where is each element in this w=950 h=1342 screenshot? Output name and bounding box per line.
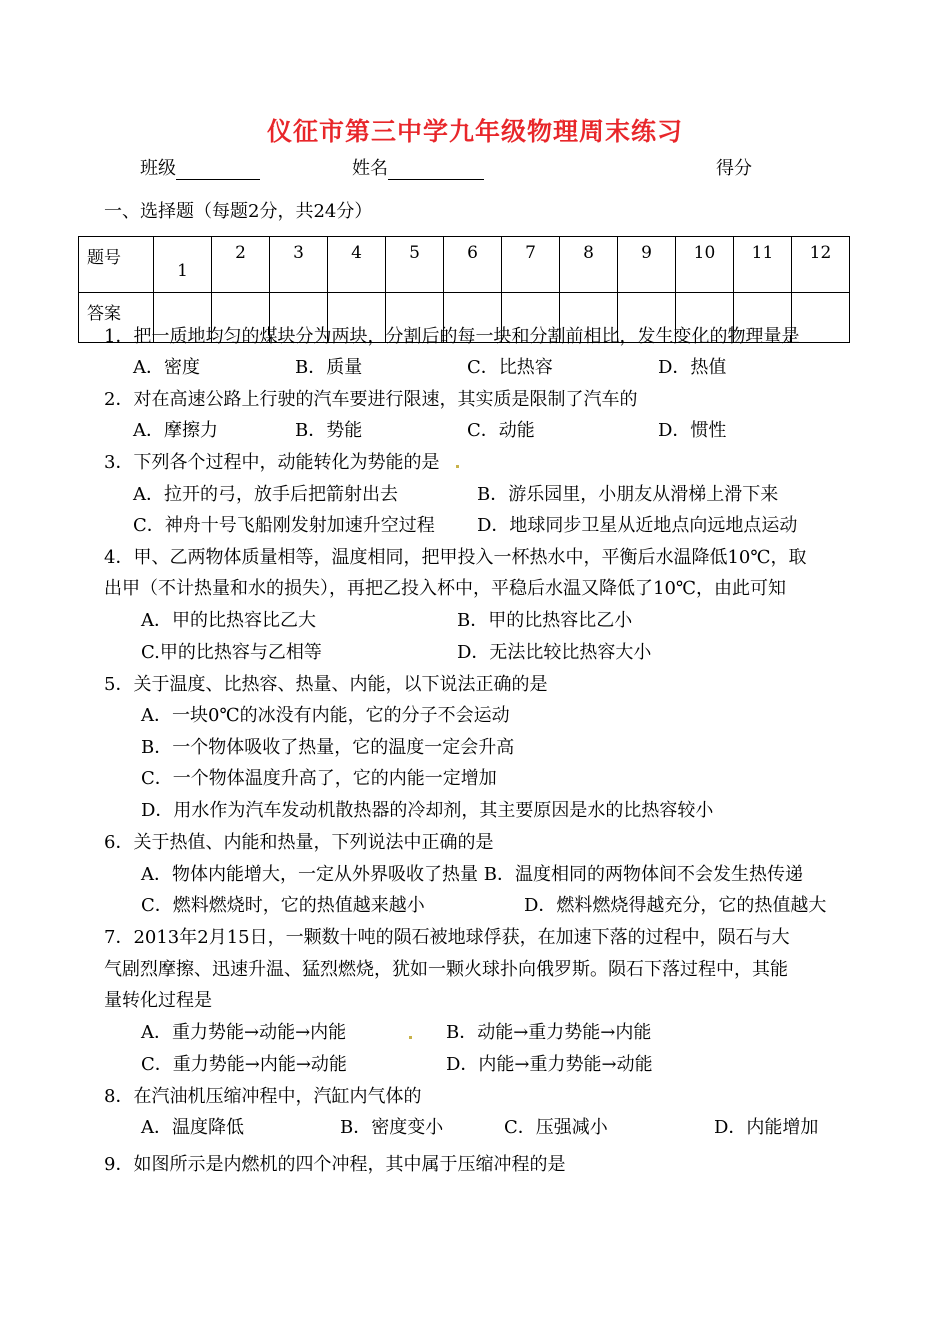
score-label: 得分 <box>716 158 752 179</box>
name-blank[interactable] <box>388 161 484 180</box>
q6-option-d: D．燃料燃烧得越充分，它的热值越大 <box>524 895 827 916</box>
q3-option-a: A．拉开的弓，放手后把箭射出去 <box>133 484 398 505</box>
q1-stem: 1．把一质地均匀的煤块分为两块，分割后的每一块和分割前相比，发生变化的物理量是 <box>104 326 800 347</box>
q3-option-c: C．神舟十号飞船刚发射加速升空过程 <box>133 515 435 536</box>
q7-stem-line2: 气剧烈摩擦、迅速升温、猛烈燃烧，犹如一颗火球扑向俄罗斯。陨石下落过程中，其能 <box>104 959 788 980</box>
q4-stem-line2: 出甲（不计热量和水的损失），再把乙投入杯中，平稳后水温又降低了10℃，由此可知 <box>104 578 787 599</box>
q7-option-a: A．重力势能→动能→内能 <box>141 1022 347 1043</box>
name-label: 姓名 <box>352 158 388 179</box>
q3-stem: 3．下列各个过程中，动能转化为势能的是 <box>104 452 440 473</box>
number-row <box>79 237 850 293</box>
q5-option-a: A．一块0℃的冰没有内能，它的分子不会运动 <box>141 705 510 726</box>
q7-stem-line3: 量转化过程是 <box>104 990 212 1011</box>
class-blank[interactable] <box>176 161 260 180</box>
speck-mark <box>456 465 459 468</box>
q2-option-c: C．动能 <box>467 420 535 441</box>
q4-option-a: A．甲的比热容比乙大 <box>141 610 316 631</box>
name-field <box>352 158 484 180</box>
q4-stem-line1: 4．甲、乙两物体质量相等，温度相同，把甲投入一杯热水中，平衡后水温降低10℃，取 <box>104 547 807 568</box>
q1-option-b: B．质量 <box>295 357 363 378</box>
q1-option-a: A．密度 <box>133 357 200 378</box>
number-cell: 6 <box>444 237 502 293</box>
page-title: 仪征市第三中学九年级物理周末练习 <box>266 117 683 146</box>
q5-option-b: B．一个物体吸收了热量，它的温度一定会升高 <box>141 737 515 758</box>
q5-option-d: D．用水作为汽车发动机散热器的冷却剂，其主要原因是水的比热容较小 <box>141 800 714 821</box>
q2-option-a: A．摩擦力 <box>133 420 218 441</box>
section-heading: 一、选择题（每题2分，共24分） <box>104 201 373 222</box>
q6-stem: 6．关于热值、内能和热量，下列说法中正确的是 <box>104 832 494 853</box>
number-cell: 5 <box>386 237 444 293</box>
row-label-answer: 答案 <box>79 293 154 343</box>
q2-option-b: B．势能 <box>295 420 363 441</box>
q5-stem: 5．关于温度、比热容、热量、内能，以下说法正确的是 <box>104 674 548 695</box>
q7-option-c: C．重力势能→内能→动能 <box>141 1054 347 1075</box>
q8-option-c: C．压强减小 <box>504 1117 608 1138</box>
q9-stem: 9．如图所示是内燃机的四个冲程，其中属于压缩冲程的是 <box>104 1154 566 1175</box>
number-cell: 1 <box>154 237 212 293</box>
q1-option-c: C．比热容 <box>467 357 553 378</box>
q7-stem-line1: 7．2013年2月15日，一颗数十吨的陨石被地球俘获，在加速下落的过程中，陨石与大 <box>104 927 790 948</box>
q8-option-b: B．密度变小 <box>340 1117 444 1138</box>
q4-option-d: D．无法比较比热容大小 <box>457 642 652 663</box>
class-label: 班级 <box>140 158 176 179</box>
q1-option-d: D．热值 <box>658 357 727 378</box>
q3-option-d: D．地球同步卫星从近地点向远地点运动 <box>477 515 798 536</box>
number-cell: 12 <box>792 237 850 293</box>
q5-option-c: C．一个物体温度升高了，它的内能一定增加 <box>141 768 497 789</box>
q3-option-b: B．游乐园里，小朋友从滑梯上滑下来 <box>477 484 779 505</box>
number-cell: 2 <box>212 237 270 293</box>
speck-mark <box>409 1036 412 1039</box>
number-cell: 11 <box>734 237 792 293</box>
number-cell: 3 <box>270 237 328 293</box>
q6-option-c: C．燃料燃烧时，它的热值越来越小 <box>141 895 425 916</box>
q4-option-b: B．甲的比热容比乙小 <box>457 610 633 631</box>
number-cell: 7 <box>502 237 560 293</box>
number-cell: 8 <box>560 237 618 293</box>
q6-option-ab: A．物体内能增大，一定从外界吸收了热量 B．温度相同的两物体间不会发生热传递 <box>141 864 803 885</box>
row-label-number: 题号 <box>79 237 154 293</box>
q8-option-a: A．温度降低 <box>141 1117 244 1138</box>
number-cell: 4 <box>328 237 386 293</box>
number-cell: 9 <box>618 237 676 293</box>
q4-option-c: C.甲的比热容与乙相等 <box>141 642 322 663</box>
number-cell: 10 <box>676 237 734 293</box>
q2-stem: 2．对在高速公路上行驶的汽车要进行限速，其实质是限制了汽车的 <box>104 389 638 410</box>
q8-stem: 8．在汽油机压缩冲程中，汽缸内气体的 <box>104 1086 422 1107</box>
class-field <box>140 158 260 180</box>
q7-option-d: D．内能→重力势能→动能 <box>446 1054 653 1075</box>
q2-option-d: D．惯性 <box>658 420 727 441</box>
answer-cell[interactable] <box>792 293 850 343</box>
q7-option-b: B．动能→重力势能→内能 <box>446 1022 652 1043</box>
q8-option-d: D．内能增加 <box>714 1117 819 1138</box>
